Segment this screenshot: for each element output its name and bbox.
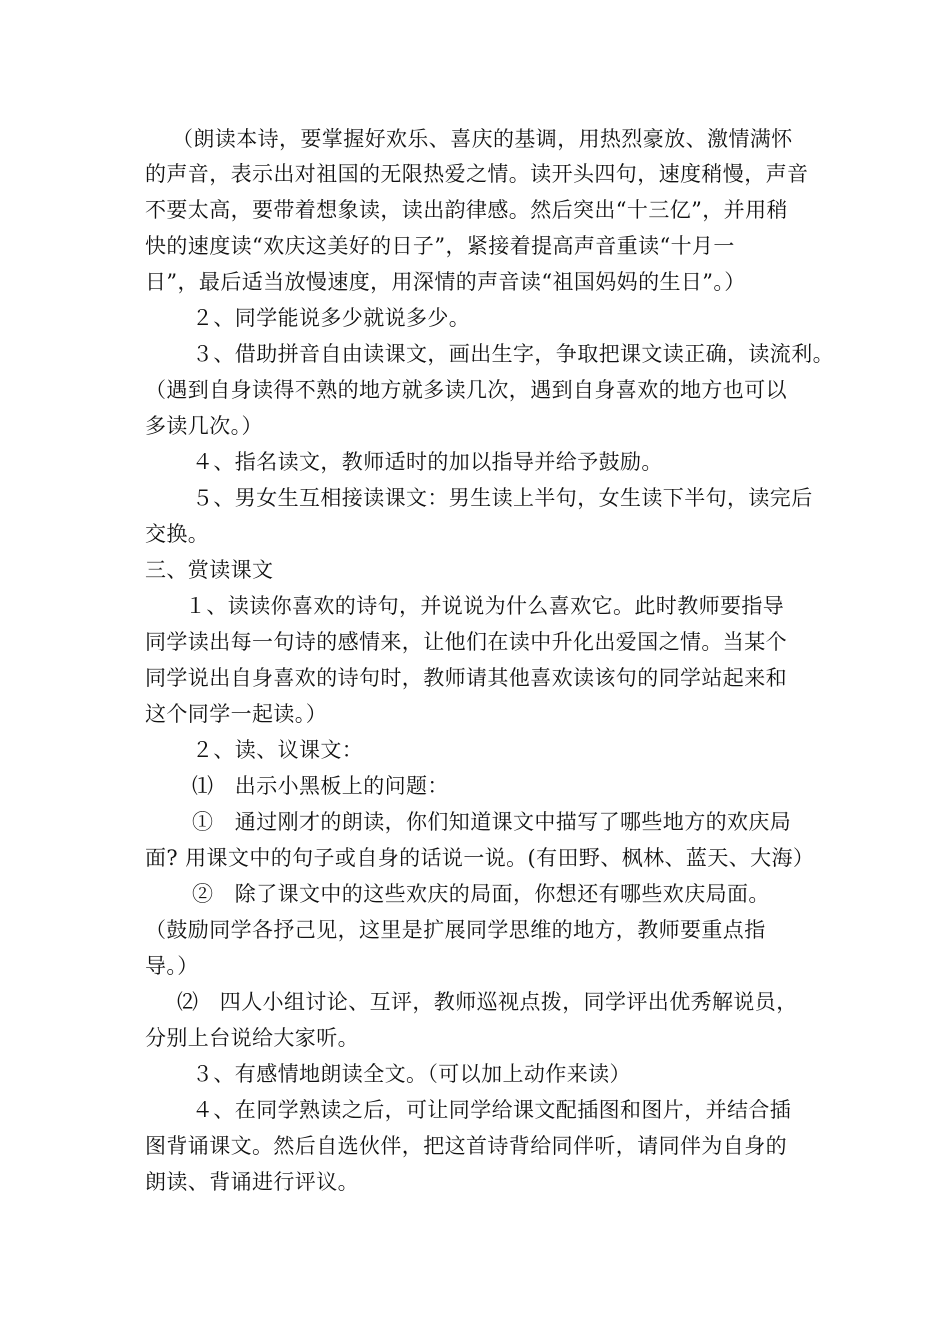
text-line: 面? 用课文中的句子或自身的话说一说。(有田野、枫林、蓝天、大海） [145, 846, 815, 870]
text-line: （朗读本诗，要掌握好欢乐、喜庆的基调，用热烈豪放、激情满怀 [172, 127, 793, 151]
text-line: 不要太高，要带着想象读，读出韵律感。然后突出“十三亿”，并用稍 [145, 198, 788, 222]
text-line: 同学读出每一句诗的感情来，让他们在读中升化出爱国之情。当某个 [145, 630, 787, 654]
text-line: ４、指名读文，教师适时的加以指导并给予鼓励。 [192, 450, 663, 474]
text-line: 同学说出自身喜欢的诗句时，教师请其他喜欢读该句的同学站起来和 [145, 666, 787, 690]
text-line: 日”，最后适当放慢速度，用深情的声音读“祖国妈妈的生日”。） [145, 270, 746, 294]
text-line: ⑵ 四人小组讨论、互评，教师巡视点拨，同学评出优秀解说员， [177, 990, 798, 1014]
text-line: 分别上台说给大家听。 [145, 1026, 359, 1050]
text-line: ４、在同学熟读之后，可让同学给课文配插图和图片，并结合插 [192, 1098, 792, 1122]
text-line: ２、同学能说多少就说多少。 [192, 306, 471, 330]
text-line: 图背诵课文。然后自选伙伴，把这首诗背给同伴听，请同伴为自身的 [145, 1134, 787, 1158]
text-line: ⑴ 出示小黑板上的问题： [192, 774, 449, 798]
text-line: （鼓励同学各抒己见，这里是扩展同学思维的地方，教师要重点指 [145, 918, 766, 942]
text-line: 的声音，表示出对祖国的无限热爱之情。读开头四句，速度稍慢，声音 [145, 162, 809, 186]
text-line: ３、有感情地朗读全文。（可以加上动作来读） [192, 1062, 631, 1086]
text-line: ２、读、议课文： [192, 738, 364, 762]
text-line: ５、男女生互相接读课文：男生读上半句，女生读下半句，读完后 [192, 486, 813, 510]
text-line: （遇到自身读得不熟的地方就多读几次，遇到自身喜欢的地方也可以 [145, 378, 787, 402]
text-line: ３、借助拼音自由读课文，画出生字，争取把课文读正确，读流利。 [192, 342, 834, 366]
text-line: 交换。 [145, 522, 210, 546]
text-line: 多读几次。） [145, 414, 263, 438]
text-line: 快的速度读“欢庆这美好的日子”，紧接着提高声音重读“十月一 [145, 234, 735, 258]
section-heading: 三、赏读课文 [145, 558, 274, 582]
text-line: 这个同学一起读。） [145, 702, 328, 726]
text-line: 朗读、背诵进行评议。 [145, 1170, 359, 1194]
text-line: １、读读你喜欢的诗句，并说说为什么喜欢它。此时教师要指导 [185, 594, 785, 618]
text-line: 导。） [145, 954, 199, 978]
text-line: ② 除了课文中的这些欢庆的局面，你想还有哪些欢庆局面。 [192, 882, 770, 906]
text-line: ① 通过刚才的朗读，你们知道课文中描写了哪些地方的欢庆局 [192, 810, 792, 834]
